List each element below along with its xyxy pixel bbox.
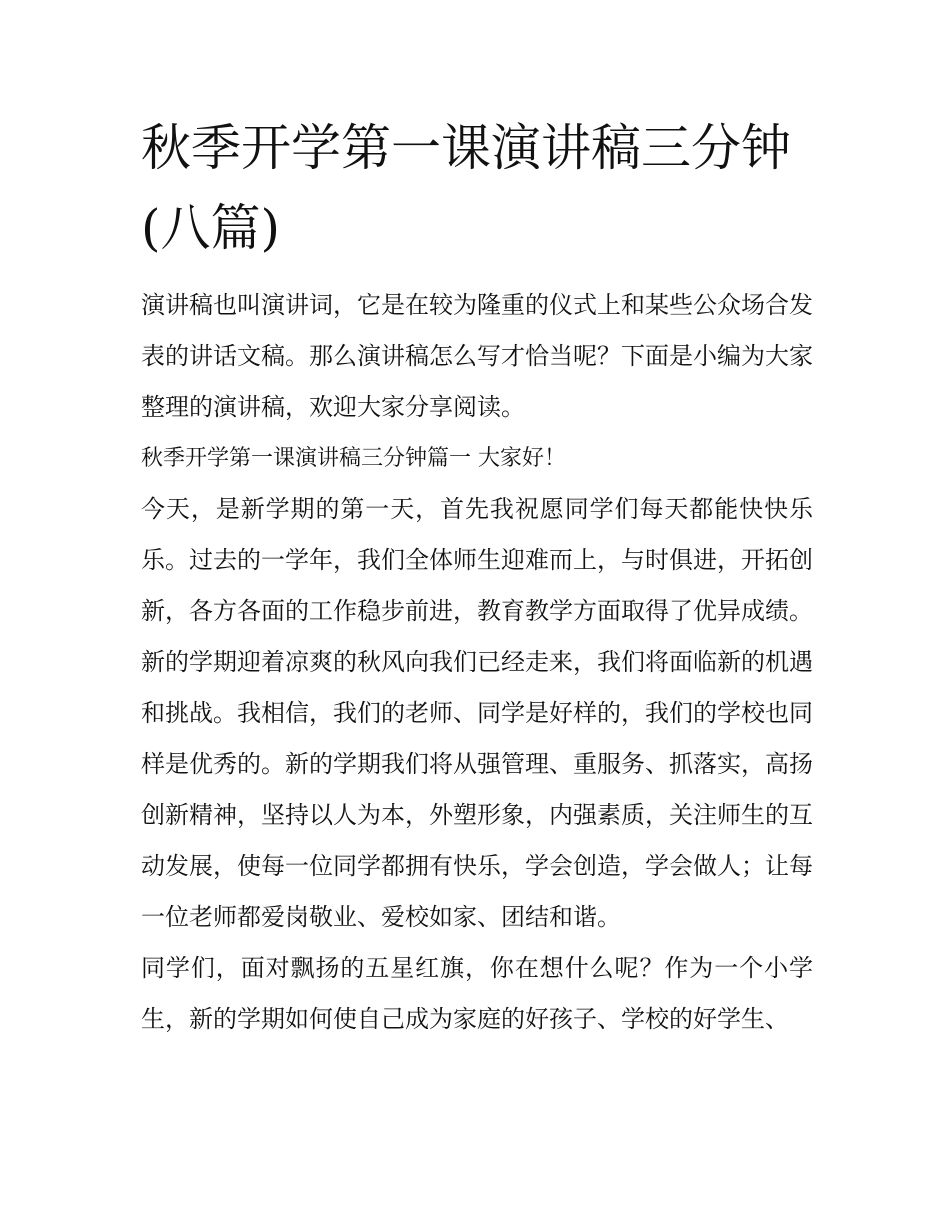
section-heading: 秋季开学第一课演讲稿三分钟篇一 大家好！ <box>141 446 566 471</box>
body-paragraph: 同学们，面对飘扬的五星红旗，你在想什么呢？作为一个小学生，新的学期如何使自己成为家庭的好孩子、学校的好学生、 <box>141 954 813 1033</box>
body-paragraph: 今天，是新学期的第一天，首先我祝愿同学们每天都能快快乐乐。过去的一学年，我们全体师生迎难而上，与时俱进，开拓创新，各方各面的工作稳步前进，教育教学方面取得了优异成绩。 <box>141 495 813 625</box>
body-paragraph: 新的学期迎着凉爽的秋风向我们已经走来，我们将面临新的机遇和挑战。我相信，我们的老师、同学是好样的，我们的学校也同样是优秀的。新的学期我们将从强管理、重服务、抓落实，高扬创新精神，坚持以人为本，外塑形象，内强素质，关注师生的互动发展，使每一位同学都拥有快乐，学会创造，学会做人；让每一位老师都爱岗敬业、爱校如家、团结和谐。 <box>141 648 813 931</box>
document-title: 秋季开学第一课演讲稿三分钟(八篇) <box>141 119 791 257</box>
document-page <box>141 108 813 1045</box>
intro-paragraph: 演讲稿也叫演讲词，它是在较为隆重的仪式上和某些公众场合发表的讲话文稿。那么演讲稿怎么写才恰当呢？下面是小编为大家整理的演讲稿，欢迎大家分享阅读。 <box>141 291 813 421</box>
